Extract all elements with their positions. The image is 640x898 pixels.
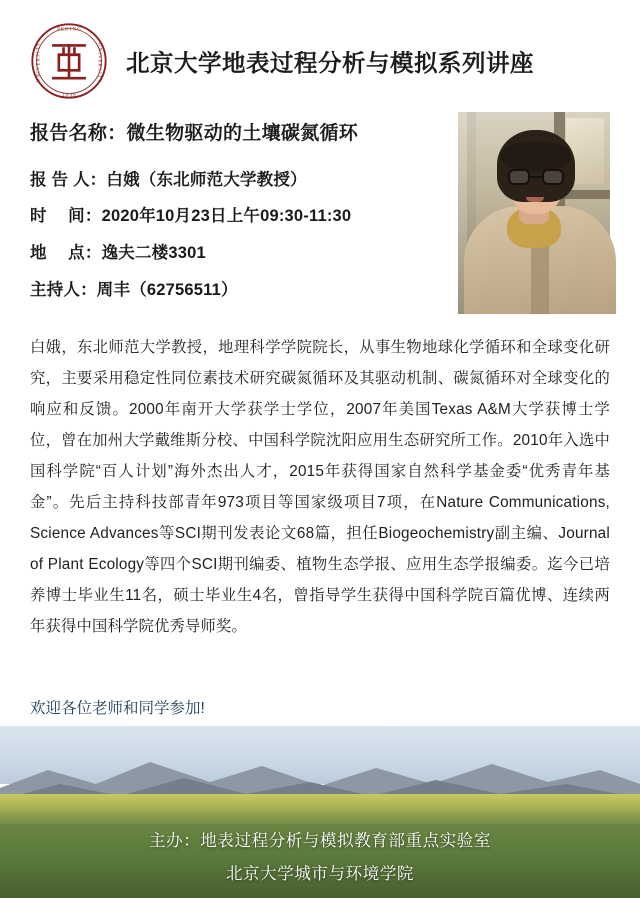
portrait-glasses-icon [508, 169, 564, 186]
portrait-hair-front [501, 142, 571, 172]
talk-speaker: 报 告 人：白娥（东北师范大学教授） [30, 170, 307, 189]
speaker-bio: 白娥，东北师范大学教授，地理科学学院院长，从事生物地球化学循环和全球变化研究，主要采用稳定性同位素技术研究碳氮循环及其驱动机制、碳氮循环对全球变化的响应和反馈。2000年南开大学获学士学位，2007年美国Texas A&M大学获博士学位，曾在加州大学戴维斯分校、中国科学院沈阳应用生态研究所工作。2010年入选中国科学院“百人计划”海外杰出人才，2015年获得国家自然科学基金委“优秀青年基金”。先后主持科技部青年973项目等国家级项目7项，在Nature Communications, Science Advances等SCI期刊发表论文68篇，担任Biogeochemistry副主编、Journal of Plant Ecology等四个SCI期刊编委、植物生态学报、应用生态学报编委。迄今已培养博士毕业生11名，硕士毕业生4名，曾指导学生获得中国科学院百篇优博、连续两年获得中国科学院优秀导师奖。 [30, 339, 610, 636]
page-title: 北京大学地表过程分析与模拟系列讲座 [126, 49, 534, 76]
poster-footer [0, 700, 640, 898]
peking-university-seal-icon [30, 22, 108, 100]
footer-organizers [0, 827, 640, 884]
talk-place: 地 点：逸夫二楼3301 [30, 244, 206, 263]
organizer-line-2: 北京大学城市与环境学院 [225, 865, 415, 883]
talk-info-block [0, 110, 640, 318]
svg-text:U N I V E R S I T Y: U N I V E R S I T Y [96, 42, 102, 83]
organizer-line-1: 主办：地表过程分析与模拟教育部重点实验室 [149, 832, 491, 850]
svg-text:1 8 9 8: 1 8 9 8 [62, 93, 76, 99]
speaker-portrait [458, 112, 610, 314]
talk-title: 报告名称：微生物驱动的土壤碳氮循环 [30, 123, 359, 144]
portrait-mouth [526, 197, 544, 202]
svg-text:U N I V E R S I T Y: U N I V E R S I T Y [36, 42, 42, 83]
poster-header [0, 0, 640, 110]
svg-text:P E K I N G: P E K I N G [57, 27, 81, 33]
welcome-note: 欢迎各位老师和同学参加! [30, 700, 205, 717]
talk-time: 时 间：2020年10月23日上午09:30-11:30 [30, 207, 352, 226]
talk-host: 主持人：周丰（62756511） [30, 281, 238, 300]
